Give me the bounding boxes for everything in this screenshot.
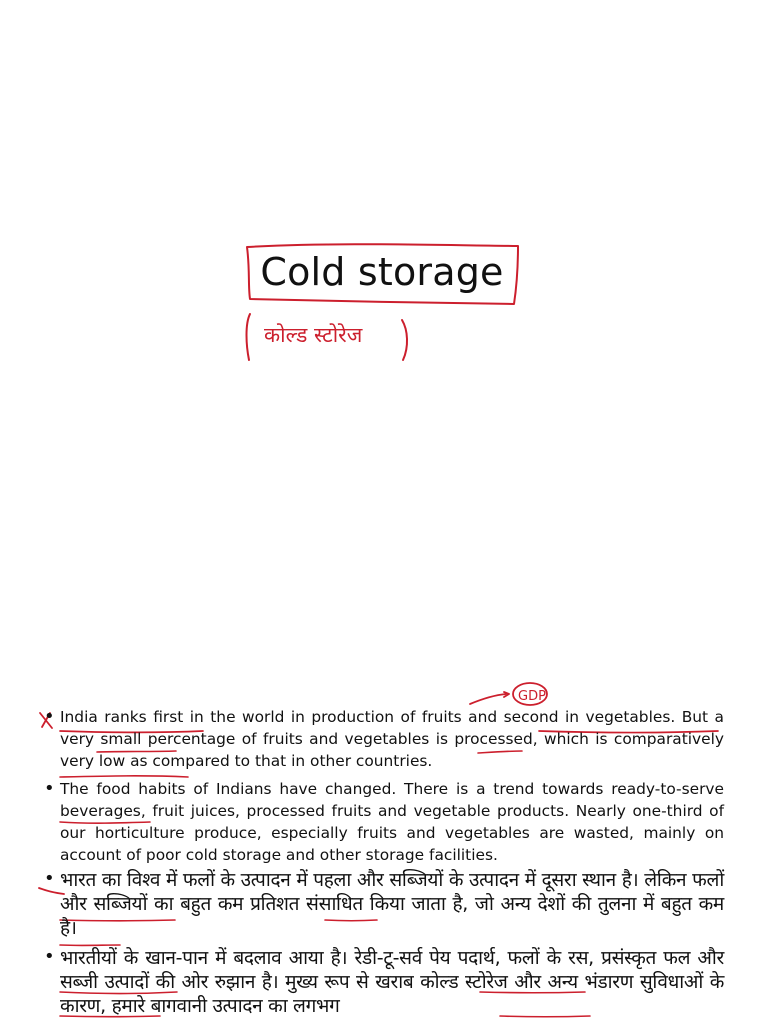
page-title: Cold storage [260, 250, 504, 294]
bullet-hindi-2: • भारतीयों के खान-पान में बदलाव आया है। रेडी-टू-सर्व पेय पदार्थ, फलों के रस, प्रसंस्कृत फल और सब्जी उत्पादों की ओर रुझान है। मुख्य रूप से खराब कोल्ड स्टोरेज और अन्य भंडारण सुविधाओं के कारण, हमारे बागवानी उत्पादन का लगभग [44, 946, 724, 1018]
hindi-annotation: कोल्ड स्टोरेज [264, 323, 363, 347]
bullet-english-1: • India ranks first in the world in production of fruits and second in vegetables. But a very small percentage of fruits and vegetables is processed, which is comparatively very low as compared to that in other countries. [44, 706, 724, 772]
content-body [44, 706, 724, 1018]
title-box [248, 244, 516, 300]
gdp-note: GDP [518, 689, 546, 704]
bullet-english-2: • The food habits of Indians have changed. There is a trend towards ready-to-serve beverages, fruit juices, processed fruits and vegetable products. Nearly one-third of our horticulture produce, especially fruits and vegetables are wasted, mainly on account of poor cold storage and other storage facilities. [44, 778, 724, 866]
bullet-hindi-1: • भारत का विश्व में फलों के उत्पादन में पहला और सब्जियों के उत्पादन में दूसरा स्थान है। लेकिन फलों और सब्जियों का बहुत कम प्रतिशत संसाधित किया जाता है, जो अन्य देशों की तुलना में बहुत कम है। [44, 868, 724, 940]
